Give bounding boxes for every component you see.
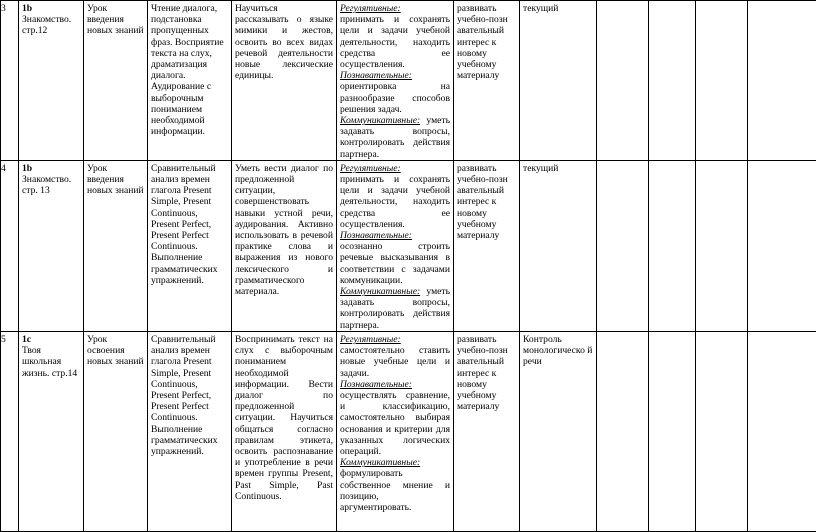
uud-cell [337, 1, 454, 161]
lesson-topic-cell [19, 331, 84, 531]
cognitive-label: Познавательные: [340, 379, 412, 390]
empty-cell [748, 160, 816, 331]
empty-cell [748, 331, 816, 531]
regulatory-text: принимать и сохранять цели и задачи учебной деятельности, находить средства ее осуществления. [340, 174, 450, 230]
lesson-topic-cell [19, 1, 84, 161]
lesson-topic-cell [19, 160, 84, 331]
cognitive-text: ориентировка на разнообразие способов решения задач. [340, 81, 450, 115]
uud-cell [337, 331, 454, 531]
lesson-code: 1b [22, 3, 80, 14]
regulatory-text: принимать и сохранять цели и задачи учебной деятельности, находить средства ее осуществления. [340, 14, 450, 70]
content-cell: Сравнительный анализ времен глагола Present Simple, Present Continuous, Present Perfect, Present Perfect Continuous. Выполнение грамматических упражнений. [148, 331, 232, 531]
lesson-topic: Твоя школьная жизнь. стр.14 [22, 345, 80, 379]
empty-cell [696, 331, 748, 531]
communicative-text: формулировать собственное мнение и позицию, аргументировать. [340, 468, 450, 513]
cognitive-label: Познавательные: [340, 230, 412, 241]
control-cell: текущий [520, 1, 597, 161]
empty-cell [597, 1, 649, 161]
lesson-type-cell: Урок введения новых знаний [84, 160, 148, 331]
regulatory-text: самостоятельно ставить новые учебные цели и задачи. [340, 345, 450, 379]
row-number-cell: 5 [1, 331, 19, 531]
empty-cell [649, 1, 696, 161]
lesson-type-cell: Урок введения новых знаний [84, 1, 148, 161]
subject-results-cell: Воспринимать текст на слух с выборочным пониманием необходимой информации. Вести диалог по предложенной ситуации. Научиться общаться согласно правилам этикета, освоить распознавание и употребление в речи времен группы Present, Past Simple, Past Continuous. [232, 331, 337, 531]
regulatory-label: Регулятивные: [340, 163, 401, 174]
regulatory-label: Регулятивные: [340, 334, 401, 345]
cognitive-label: Познавательные: [340, 70, 412, 81]
row-number-cell: 3 [1, 1, 19, 161]
row-number-cell: 4 [1, 160, 19, 331]
table-row [1, 331, 816, 531]
empty-cell [748, 1, 816, 161]
table-row [1, 1, 816, 161]
uud-cell [337, 160, 454, 331]
table-row [1, 160, 816, 331]
regulatory-label: Регулятивные: [340, 3, 401, 14]
control-cell: Контроль монологическо й речи [520, 331, 597, 531]
personal-results-cell: развивать учебно-позн авательный интерес к новому учебному материалу [454, 160, 520, 331]
subject-results-cell: Уметь вести диалог по предложенной ситуации, совершенствовать навыки устной речи, аудирования. Активно использовать в речевой практике слова и выражения из нового лексического и грамматического материала. [232, 160, 337, 331]
lesson-topic: Знакомство. стр.12 [22, 14, 80, 36]
communicative-text: уметь задавать вопросы, контролировать действия партнера. [340, 286, 450, 331]
communicative-label: Коммуникативные: [340, 457, 420, 468]
empty-cell [597, 160, 649, 331]
empty-cell [649, 331, 696, 531]
personal-results-cell: развивать учебно-позн авательный интерес к новому учебному материалу [454, 331, 520, 531]
lesson-code: 1b [22, 163, 80, 174]
empty-cell [696, 160, 748, 331]
subject-results-cell: Научиться рассказывать о языке мимики и жестов, освоить во всех видах речевой деятельности новые лексические единицы. [232, 1, 337, 161]
content-cell: Сравнительный анализ времен глагола Present Simple, Present Continuous, Present Perfect, Present Perfect Continuous. Выполнение грамматических упражнений. [148, 160, 232, 331]
communicative-text: уметь задавать вопросы, контролировать действия партнера. [340, 115, 450, 160]
communicative-label: Коммуникативные: [340, 286, 420, 297]
cognitive-text: осуществлять сравнение, и классификацию, самостоятельно выбирая основания и критерии для указанных логических операций. [340, 390, 450, 457]
lesson-type-cell: Урок освоения новых знаний [84, 331, 148, 531]
content-cell: Чтение диалога, подстановка пропущенных фраз. Восприятие текста на слух, драматизация диалога. Аудирование с выборочным пониманием необходимой информации. [148, 1, 232, 161]
empty-cell [597, 331, 649, 531]
personal-results-cell: развивать учебно-позн авательный интерес к новому учебному материалу [454, 1, 520, 161]
empty-cell [649, 160, 696, 331]
cognitive-text: осознанно строить речевые высказывания в соответствии с задачами коммуникации. [340, 241, 450, 286]
lesson-topic: Знакомство. стр. 13 [22, 174, 80, 196]
empty-cell [696, 1, 748, 161]
communicative-label: Коммуникативные: [340, 115, 420, 126]
lesson-code: 1c [22, 334, 80, 345]
control-cell: текущий [520, 160, 597, 331]
